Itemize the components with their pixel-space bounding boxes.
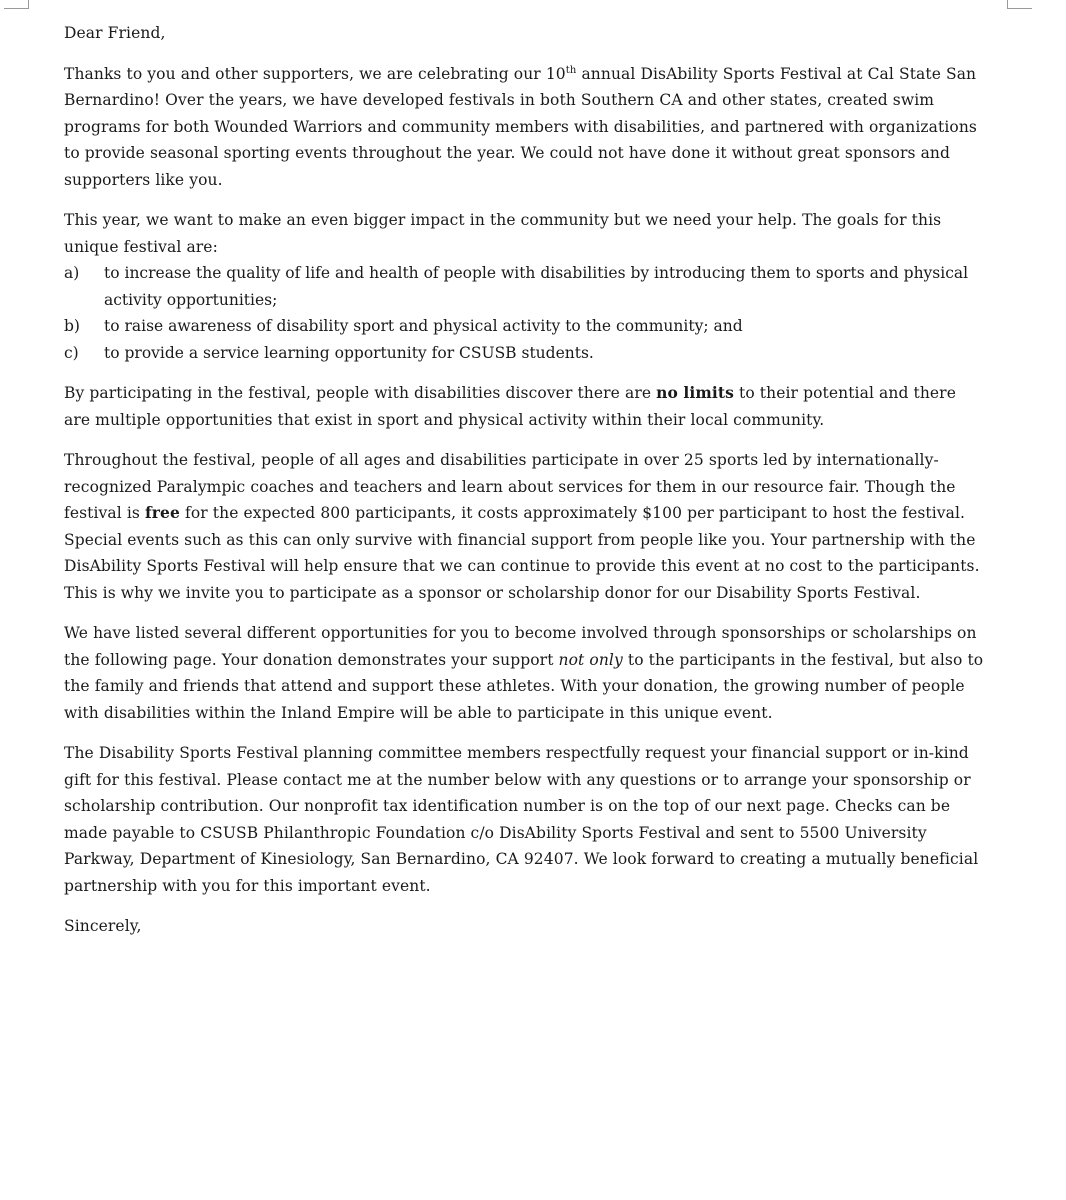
paragraph-intro-text-a: Thanks to you and other supporters, we are celebrating our 10: [64, 64, 566, 83]
paragraph-festival-text-b: for the expected 800 participants, it costs approximately $100 per participant to host the festival. Special events such as this can only survive with financial support from people like you. Your partnership with the DisAbility Sports Festival will help ensure that we can continue to provide this event at no cost to the participants. This is why we invite you to participate as a sponsor or scholarship donor for our Disability Sports Festival.: [64, 504, 980, 602]
goal-text: to raise awareness of disability sport and physical activity to the community; and: [104, 317, 743, 335]
paragraph-no-limits-text-a: By participating in the festival, people with disabilities discover there are: [64, 384, 657, 402]
paragraph-opportunities: [64, 620, 984, 726]
letter-body: [64, 20, 984, 940]
page-corner-mark-left: [4, 0, 29, 9]
paragraph-opportunities-text-a: We have listed several different opportunities for you to become involved through sponsorships or scholarships on the following page. Your donation demonstrates your support: [64, 624, 977, 669]
paragraph-opportunities-text-b: to the participants in the festival, but also to the family and friends that attend and support these athletes. With your donation, the growing number of people with disabilities within the Inland Empire will be able to participate in this unique event.: [64, 650, 984, 722]
paragraph-intro: [64, 61, 984, 194]
emphasis-no-limits: no limits: [656, 383, 734, 402]
paragraph-no-limits-text-b: to their potential and there are multiple opportunities that exist in sport and physical activity within their local community.: [64, 384, 956, 429]
paragraph-no-limits: [64, 380, 984, 433]
page-corner-mark-right: [1007, 0, 1032, 9]
paragraph-goals-intro: This year, we want to make an even bigger impact in the community but we need your help. The goals for this unique festival are:: [64, 211, 942, 256]
goal-text: to provide a service learning opportunity for CSUSB students.: [104, 343, 594, 362]
ordinal-suffix: th: [565, 64, 577, 76]
goal-marker: a): [64, 264, 80, 282]
letter-greeting: Dear Friend,: [64, 24, 166, 42]
paragraph-festival-details: [64, 447, 984, 606]
goals-list: [64, 260, 984, 366]
paragraph-festival-text-a: Throughout the festival, people of all ages and disabilities participate in over 25 sports led by internationally-recognized Paralympic coaches and teachers and learn about services for them in our resource fair. Though the festival is: [64, 451, 956, 522]
letter-closing: Sincerely,: [64, 917, 142, 935]
goal-marker: c): [64, 343, 79, 362]
goal-marker: b): [64, 317, 80, 335]
goal-item: [64, 340, 984, 367]
emphasis-free: free: [144, 503, 180, 522]
goal-item: [64, 260, 984, 313]
paragraph-intro-text-b: annual DisAbility Sports Festival at Cal State San Bernardino! Over the years, we have developed festivals in both Southern CA and other states, created swim programs for both Wounded Warriors and community members with disabilities, and partnered with organizations to provide seasonal sporting events throughout the year. We could not have done it without great sponsors and supporters like you.: [64, 64, 977, 189]
goal-item: [64, 313, 984, 340]
paragraph-request: The Disability Sports Festival planning committee members respectfully request your financial support or in-kind gift for this festival. Please contact me at the number below with any questions or to arrange your sponsorship or scholarship contribution. Our nonprofit tax identification number is on the top of our next page. Checks can be made payable to CSUSB Philanthropic Foundation c/o DisAbility Sports Festival and sent to 5500 University Parkway, Department of Kinesiology, San Bernardino, CA 92407. We look forward to creating a mutually beneficial partnership with you for this important event.: [64, 744, 979, 895]
goal-text: to increase the quality of life and health of people with disabilities by introducing them to sports and physical activity opportunities;: [104, 264, 969, 309]
emphasis-not-only: not only: [558, 650, 623, 669]
